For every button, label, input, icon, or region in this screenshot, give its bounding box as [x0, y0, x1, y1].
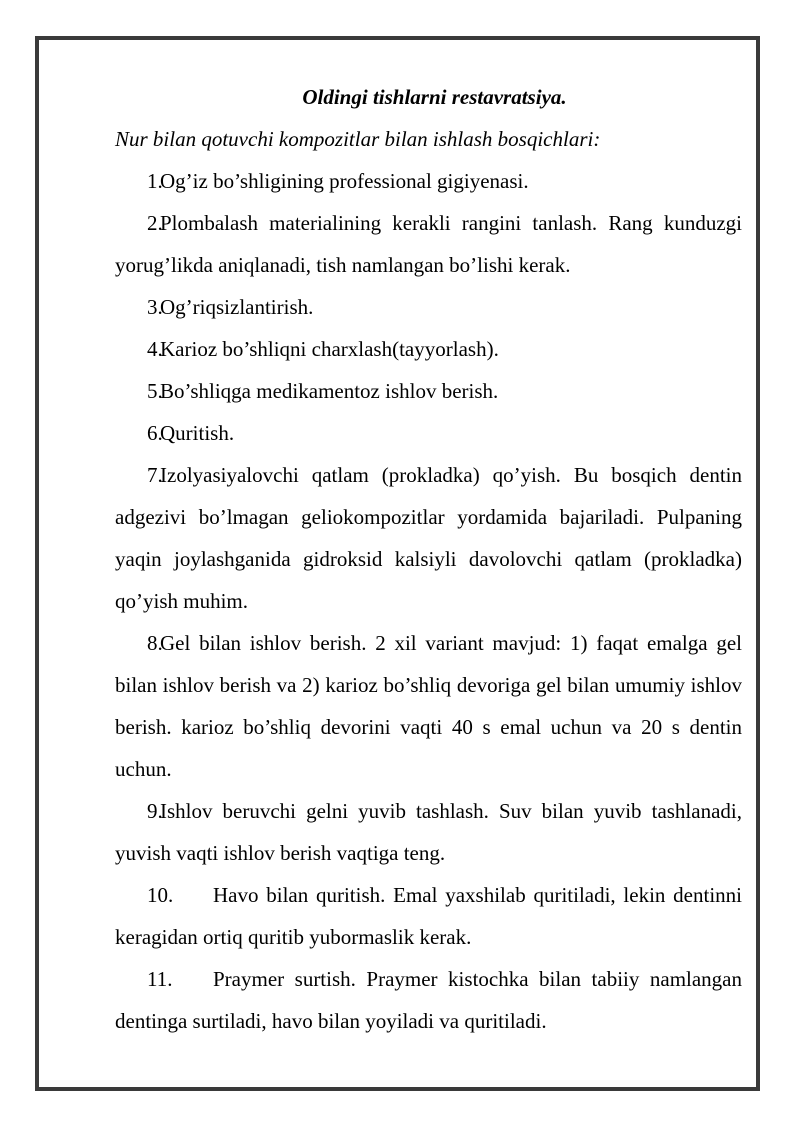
list-item-text: Og’iz bo’shligining professional gigiyenasi. [160, 169, 529, 193]
list-item-text: Karioz bo’shliqni charxlash(tayyorlash). [160, 337, 499, 361]
list-item [115, 790, 742, 874]
list-item-number: 3. [147, 295, 163, 319]
list-item-number: 11. [147, 967, 173, 991]
list-item-text: Ishlov beruvchi gelni yuvib tashlash. Suv bilan yuvib tashlanadi, yuvish vaqti ishlov berish vaqtiga teng. [115, 799, 742, 865]
list-item-number: 8. [147, 631, 163, 655]
list-item [115, 286, 742, 328]
list-item [115, 622, 742, 790]
list-item-text: Gel bilan ishlov berish. 2 xil variant mavjud: 1) faqat emalga gel bilan ishlov berish va 2) karioz bo’shliq devoriga gel bilan umumiy ishlov berish. karioz bo’shliq devorini vaqti 40 s emal uchun va 20 s dentin uchun. [115, 631, 742, 781]
list-item [115, 370, 742, 412]
list-item-number: 10. [147, 883, 174, 907]
list-item-text: Havo bilan quritish. Emal yaxshilab quritiladi, lekin dentinni keragidan ortiq quritib yubormaslik kerak. [115, 883, 742, 949]
list-item-number: 4. [147, 337, 163, 361]
document-body [115, 76, 742, 1042]
list-item [115, 412, 742, 454]
list-item [115, 328, 742, 370]
list-item-number: 1. [147, 169, 163, 193]
list-item-text: Izolyasiyalovchi qatlam (prokladka) qo’yish. Bu bosqich dentin adgezivi bo’lmagan geliokompozitlar yordamida bajariladi. Pulpaning yaqin joylashganida gidroksid kalsiyli davolovchi qatlam (prokladka) qo’yish muhim. [115, 463, 742, 613]
list-item [115, 202, 742, 286]
list-item-text: Plombalash materialining kerakli rangini tanlash. Rang kunduzgi yorug’likda aniqlanadi, tish namlangan bo’lishi kerak. [115, 211, 742, 277]
list-item-text: Praymer surtish. Praymer kistochka bilan tabiiy namlangan dentinga surtiladi, havo bilan yoyiladi va quritiladi. [115, 967, 742, 1033]
list-item [115, 874, 742, 958]
list-item [115, 160, 742, 202]
list-item-number: 5. [147, 379, 163, 403]
list-item-number: 7. [147, 463, 163, 487]
list-item-number: 9. [147, 799, 163, 823]
list-item-text: Quritish. [160, 421, 235, 445]
list-item-number: 6. [147, 421, 163, 445]
list-item-number: 2. [147, 211, 163, 235]
list-item-text: Og’riqsizlantirish. [160, 295, 314, 319]
list-item [115, 454, 742, 622]
page-subtitle: Nur bilan qotuvchi kompozitlar bilan ishlash bosqichlari: [115, 127, 601, 151]
list-item [115, 958, 742, 1042]
list-item-text: Bo’shliqga medikamentoz ishlov berish. [160, 379, 499, 403]
page-title: Oldingi tishlarni restavratsiya. [302, 85, 567, 109]
